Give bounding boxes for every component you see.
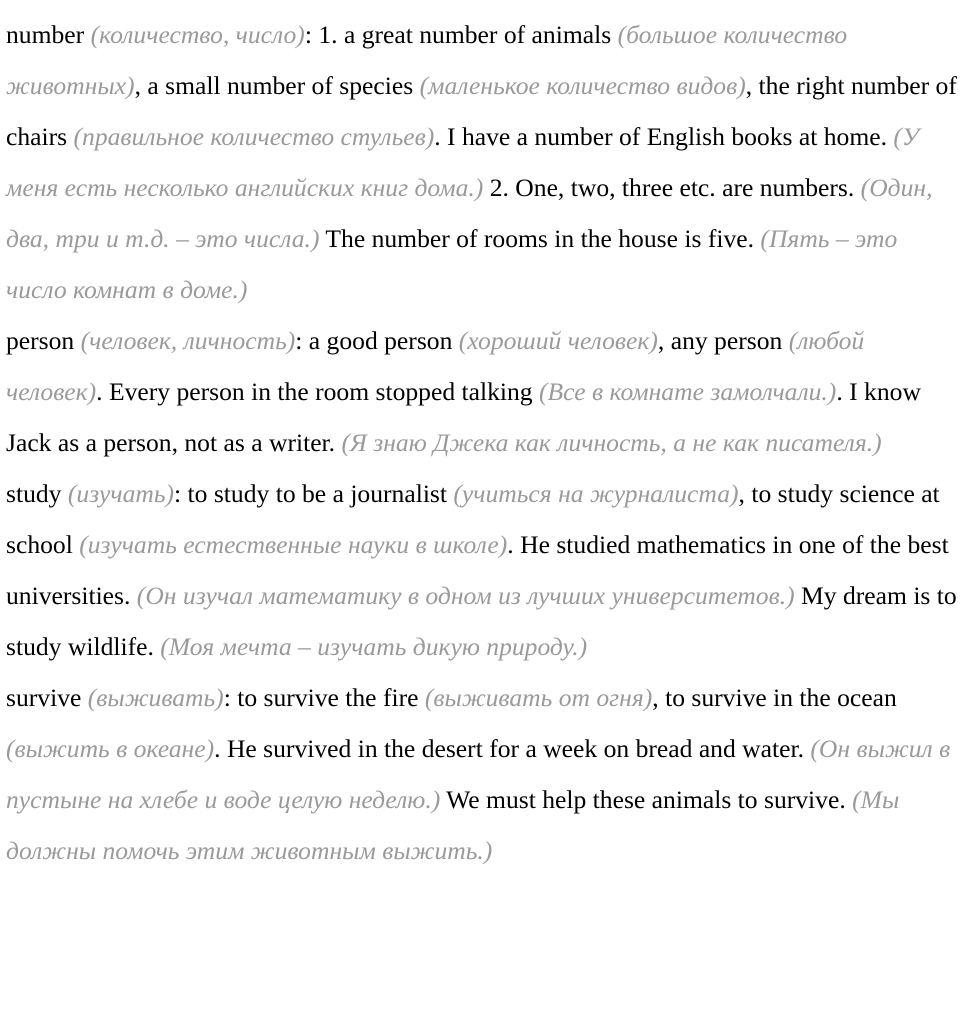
english-text: : 1. a great number of animals <box>304 20 618 49</box>
translation-text: (Он изучал математику в одном из лучших университетов.) <box>136 581 795 610</box>
english-text: study <box>6 479 68 508</box>
english-text: . Every person in the room stopped talking <box>96 377 540 406</box>
entry-number <box>6 9 960 315</box>
translation-text: (У меня есть несколько английских книг дома.) <box>6 122 920 202</box>
translation-text: (Все в комнате замолчали.) <box>539 377 837 406</box>
translation-text: (Один, два, три и т.д. – это числа.) <box>6 173 933 253</box>
english-text: , a small number of species <box>134 71 420 100</box>
english-text: . He survived in the desert for a week on bread and water. <box>214 734 811 763</box>
entry-person <box>6 315 960 468</box>
translation-text: (выжить в океане) <box>6 734 215 763</box>
english-text: person <box>6 326 81 355</box>
translation-text: (хороший человек) <box>458 326 658 355</box>
translation-text: (человек, личность) <box>80 326 296 355</box>
english-text: : a good person <box>295 326 459 355</box>
translation-text: (Мы должны помочь этим животным выжить.) <box>6 785 900 865</box>
english-text: survive <box>6 683 88 712</box>
english-text: , any person <box>657 326 789 355</box>
english-text: , to study science at school <box>6 479 940 559</box>
entry-study <box>6 468 960 672</box>
translation-text: (изучать естественные науки в школе) <box>79 530 508 559</box>
english-text: . He studied mathematics in one of the best universities. <box>6 530 949 610</box>
english-text: : to study to be a journalist <box>174 479 454 508</box>
english-text: number <box>6 20 91 49</box>
translation-text: (правильное количество стульев) <box>73 122 435 151</box>
english-text: My dream is to study wildlife. <box>6 581 957 661</box>
translation-text: (большое количество животных) <box>6 20 848 100</box>
translation-text: (Я знаю Джека как личность, а не как писателя.) <box>341 428 882 457</box>
english-text: 2. One, two, three etc. are numbers. <box>483 173 861 202</box>
translation-text: (учиться на журналиста) <box>453 479 739 508</box>
english-text: : to survive the fire <box>223 683 425 712</box>
translation-text: (Он выжил в пустыне на хлебе и воде целую неделю.) <box>6 734 951 814</box>
translation-text: (изучать) <box>67 479 175 508</box>
english-text: The number of rooms in the house is five. <box>319 224 761 253</box>
english-text: We must help these animals to survive. <box>440 785 853 814</box>
english-text: , to survive in the ocean <box>652 683 897 712</box>
translation-text: (Моя мечта – изучать дикую природу.) <box>160 632 588 661</box>
translation-text: (количество, число) <box>90 20 305 49</box>
english-text: . I know Jack as a person, not as a writer. <box>6 377 921 457</box>
translation-text: (маленькое количество видов) <box>419 71 746 100</box>
entry-survive <box>6 672 960 876</box>
translation-text: (выживать от огня) <box>424 683 653 712</box>
translation-text: (любой человек) <box>6 326 865 406</box>
translation-text: (выживать) <box>87 683 224 712</box>
english-text: , the right number of chairs <box>6 71 957 151</box>
english-text: . I have a number of English books at home. <box>434 122 894 151</box>
translation-text: (Пять – это число комнат в доме.) <box>6 224 898 304</box>
